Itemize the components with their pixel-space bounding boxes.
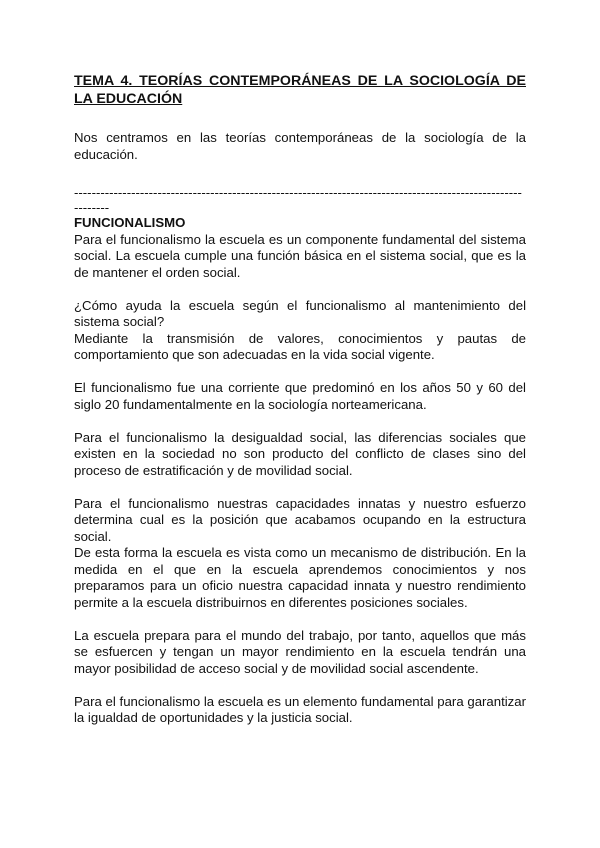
paragraph-4: Para el funcionalismo la desigualdad social, las diferencias sociales que existen en la sociedad no son producto del conflicto de clases sino del proceso de estratificación y de movilidad social. xyxy=(74,429,526,478)
section-heading-funcionalismo: FUNCIONALISMO xyxy=(74,215,186,230)
intro-paragraph: Nos centramos en las teorías contemporáneas de la sociología de la educación. xyxy=(74,130,526,162)
paragraph-question: ¿Cómo ayuda la escuela según el funcionalismo al mantenimiento del sistema social? xyxy=(74,297,526,329)
paragraph-6: De esta forma la escuela es vista como un mecanismo de distribución. En la medida en el que en la escuela aprendemos conocimientos y nos preparamos para un oficio nuestra capacidad innata y nuestro rendimiento permite a la escuela distribuirnos en diferentes posiciones sociales. xyxy=(74,545,526,610)
paragraph-5: Para el funcionalismo nuestras capacidades innatas y nuestro esfuerzo determina cual es la posición que acabamos ocupando en la estructura social. xyxy=(74,495,526,544)
paragraph-7: La escuela prepara para el mundo del trabajo, por tanto, aquellos que más se esfuercen y tengan un mayor rendimiento en la escuela tendrán una mayor posibilidad de acceso social y de movilidad social ascendente. xyxy=(74,627,526,676)
paragraph-3: El funcionalismo fue una corriente que predominó en los años 50 y 60 del siglo 20 fundamentalmente en la sociología norteamericana. xyxy=(74,380,526,412)
paragraph-answer: Mediante la transmisión de valores, conocimientos y pautas de comportamiento que son adecuadas en la vida social vigente. xyxy=(74,330,526,362)
paragraph-8: Para el funcionalismo la escuela es un elemento fundamental para garantizar la igualdad de oportunidades y la justicia social. xyxy=(74,693,526,725)
paragraph-1: Para el funcionalismo la escuela es un componente fundamental del sistema social. La escuela cumple una función básica en el sistema social, que es la de mantener el orden social. xyxy=(74,231,526,280)
document-page xyxy=(74,72,526,727)
document-title: TEMA 4. TEORÍAS CONTEMPORÁNEAS DE LA SOCIOLOGÍA DE LA EDUCACIÓN xyxy=(74,73,526,107)
section-divider: -------------------------------------------------------------------------------------------------------------- xyxy=(74,185,522,215)
